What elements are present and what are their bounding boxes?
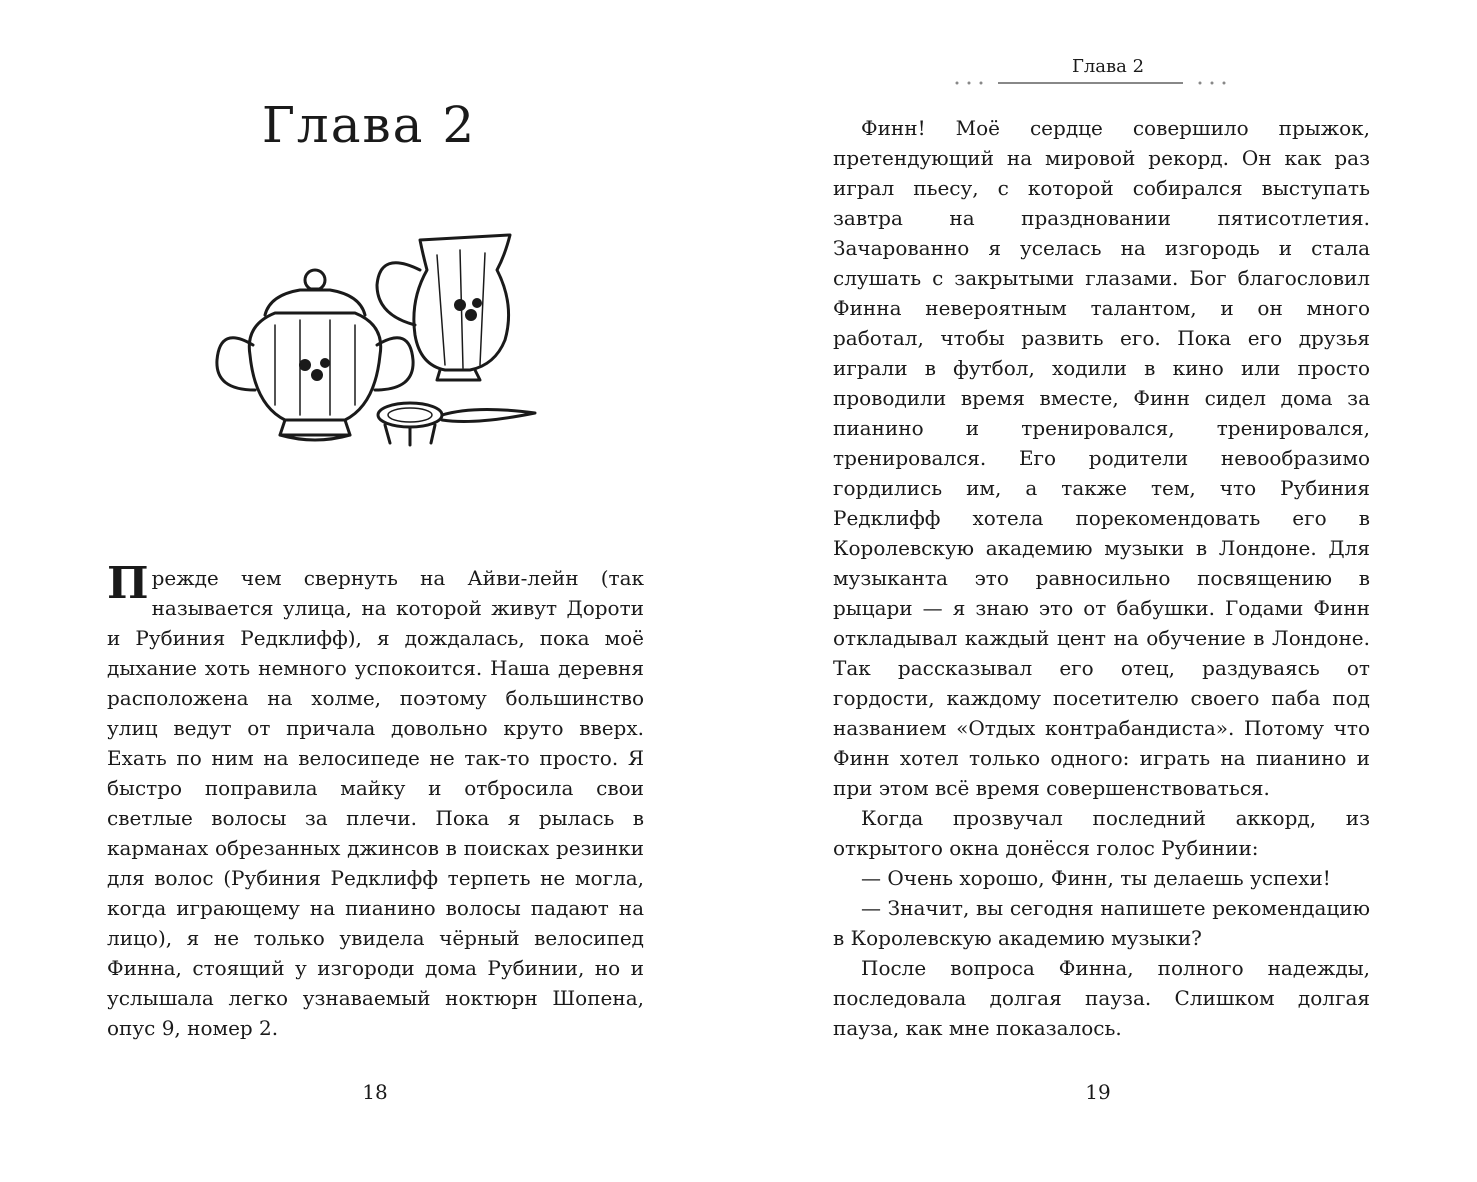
right-body-text [833,113,1370,1043]
right-paragraph-2: Когда прозвучал последний аккорд, из открытого окна донёсся голос Рубинии: [833,806,1370,860]
right-page [738,0,1477,1182]
sugar-bowl-knob [305,270,325,290]
running-head: Глава 2 [1071,56,1145,77]
sugar-bowl-body [249,313,380,420]
chapter-title: Глава 2 [261,96,477,154]
right-paragraph-5: После вопроса Финна, полного надежды, последовала долгая пауза. Слишком долгая пауза, как мне показалось. [833,956,1370,1040]
left-body-text [107,558,644,1043]
sugar-bowl-lid [265,290,365,315]
right-paragraph-4: — Значит, вы сегодня напишете рекомендацию в Королевскую академию музыки? [833,896,1370,950]
running-head-rule [953,80,1228,86]
left-page [0,0,738,1182]
tea-set-illustration [205,225,545,455]
left-paragraph: Прежде чем свернуть на Айви-лейн (так называется улица, на которой живут Дороти и Рубиния Редклифф), я дождалась, пока моё дыхание хоть немного успокоится. Наша деревня расположена на холме, поэтому большинство улиц ведут от причала довольно круто вверх. Ехать по ним на велосипеде не так-то просто. Я быстро поправила майку и отбросила свои светлые волосы за плечи. Пока я рылась в карманах обрезанных джинсов в поисках резинки для волос (Рубиния Редклифф терпеть не могла, когда играющему на пианино волосы падают на лицо), я не только увидела чёрный велосипед Финна, стоящий у изгороди дома Рубинии, но и услышала легко узнаваемый ноктюрн Шопена, опус 9, номер 2. [107,558,644,1040]
page-number-left: 18 [362,1080,388,1104]
right-paragraph-1: Финн! Моё сердце совершило прыжок, претендующий на мировой рекорд. Он как раз играл пьесу, с которой собирался выступать завтра на праздновании пятисотлетия. Зачарованно я уселась на изгородь и стала слушать с закрытыми глазами. Бог благословил Финна невероятным талантом, и он много работал, чтобы развить его. Пока его друзья играли в футбол, ходили в кино или просто проводили время вместе, Финн сидел дома за пианино и тренировался, тренировался, тренировался. Его родители невообразимо гордились им, а также тем, что Рубиния Редклифф хотела порекомендовать его в Королевскую академию музыки в Лондоне. Для музыканта это равносильно посвящению в рыцари — я знаю это от бабушки. Годами Финн откладывал каждый цент на обучение в Лондоне. Так рассказывал его отец, раздуваясь от гордости, каждому посетителю своего паба под названием «Отдых контрабандиста». Потому что Финн хотел только одного: играть на пианино и при этом всё время совершенствоваться. [833,116,1370,800]
right-paragraph-3: — Очень хорошо, Финн, ты делаешь успехи! [861,866,1331,890]
page-number-right: 19 [1085,1080,1111,1104]
